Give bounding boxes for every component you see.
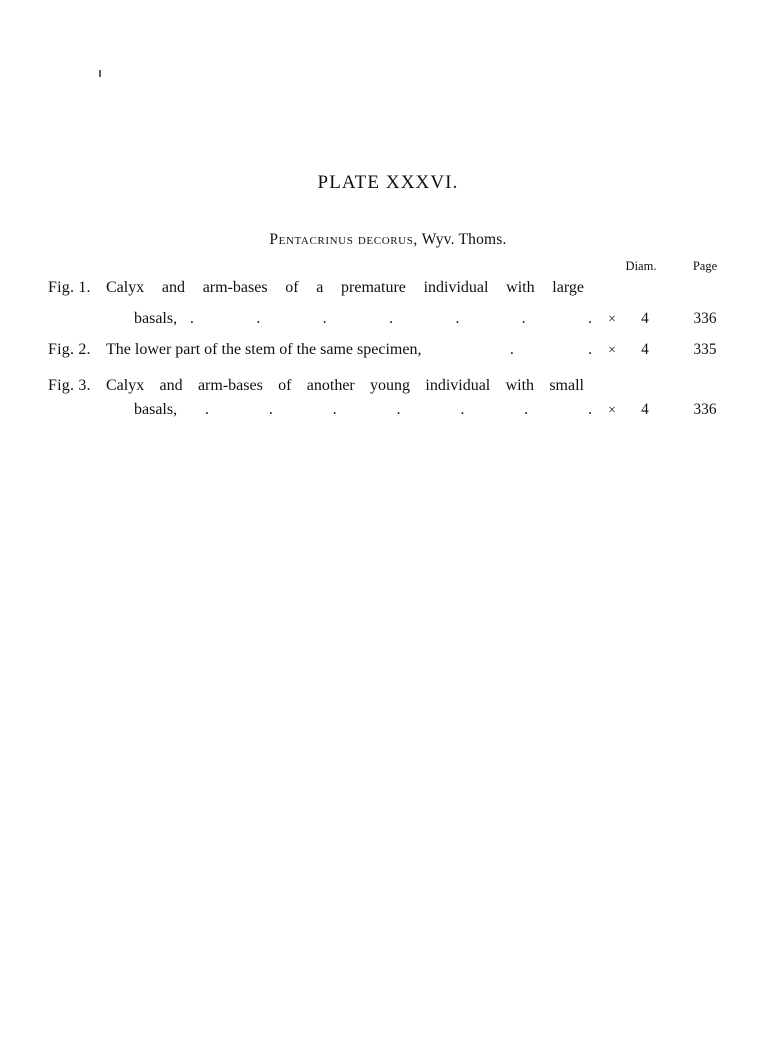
leader-dot: . (332, 401, 337, 418)
species-name: Pentacrinus decorus, (269, 231, 418, 248)
leader-dot: . (524, 401, 529, 418)
column-header-diam: Diam. (625, 259, 657, 273)
figure-entry-3-line-2: basals, (134, 401, 178, 418)
multiplier-symbol-1: × (608, 311, 616, 326)
column-header-page: Page (692, 259, 718, 273)
diam-value-1: 4 (641, 310, 649, 327)
figure-entry-3-line-1 (48, 377, 593, 395)
leader-dot: . (268, 401, 273, 418)
leader-dot: . (389, 310, 393, 327)
multiplier-symbol-3: × (608, 402, 616, 417)
leader-dot: . (460, 401, 465, 418)
figure-entry-1-line-2: basals, (134, 310, 178, 327)
leader-dot: . (322, 310, 327, 327)
page-title: PLATE XXXVI. (317, 172, 459, 193)
species-author: Wyv. Thoms. (421, 231, 507, 248)
leader-dot: . (396, 401, 401, 418)
page-value-2: 335 (693, 341, 717, 358)
page-value-1: 336 (693, 310, 717, 327)
leader-dot: . (256, 310, 261, 327)
leader-dots-1 (190, 310, 592, 328)
figure-entry-1-line-1 (48, 279, 593, 297)
figure-number-1: Fig. 1. (48, 279, 91, 296)
leader-dot: . (205, 401, 209, 418)
diam-value-2: 4 (641, 341, 649, 358)
leader-dot: . (588, 310, 592, 327)
leader-dot: . (510, 341, 514, 358)
figure-number-2: Fig. 2. (48, 341, 91, 358)
leader-dot: . (521, 310, 526, 327)
leader-dot: . (455, 310, 460, 327)
leader-dots-2 (510, 341, 592, 359)
page-value-3: 336 (693, 401, 717, 418)
ink-mark (99, 70, 101, 77)
leader-dots-3 (205, 401, 592, 419)
figure-entry-2-line-1 (48, 341, 421, 359)
figure-caption-1: Calyx and arm-bases of a premature individual with large (106, 279, 584, 296)
leader-dot: . (588, 341, 592, 358)
figure-caption-2: The lower part of the stem of the same specimen, (106, 341, 422, 358)
figure-caption-3: Calyx and arm-bases of another young individual with small (106, 377, 584, 394)
multiplier-symbol-2: × (608, 342, 616, 357)
figure-number-3: Fig. 3. (48, 377, 91, 394)
leader-dot: . (588, 401, 592, 418)
leader-dot: . (190, 310, 194, 327)
diam-value-3: 4 (641, 401, 649, 418)
species-heading (0, 231, 776, 249)
